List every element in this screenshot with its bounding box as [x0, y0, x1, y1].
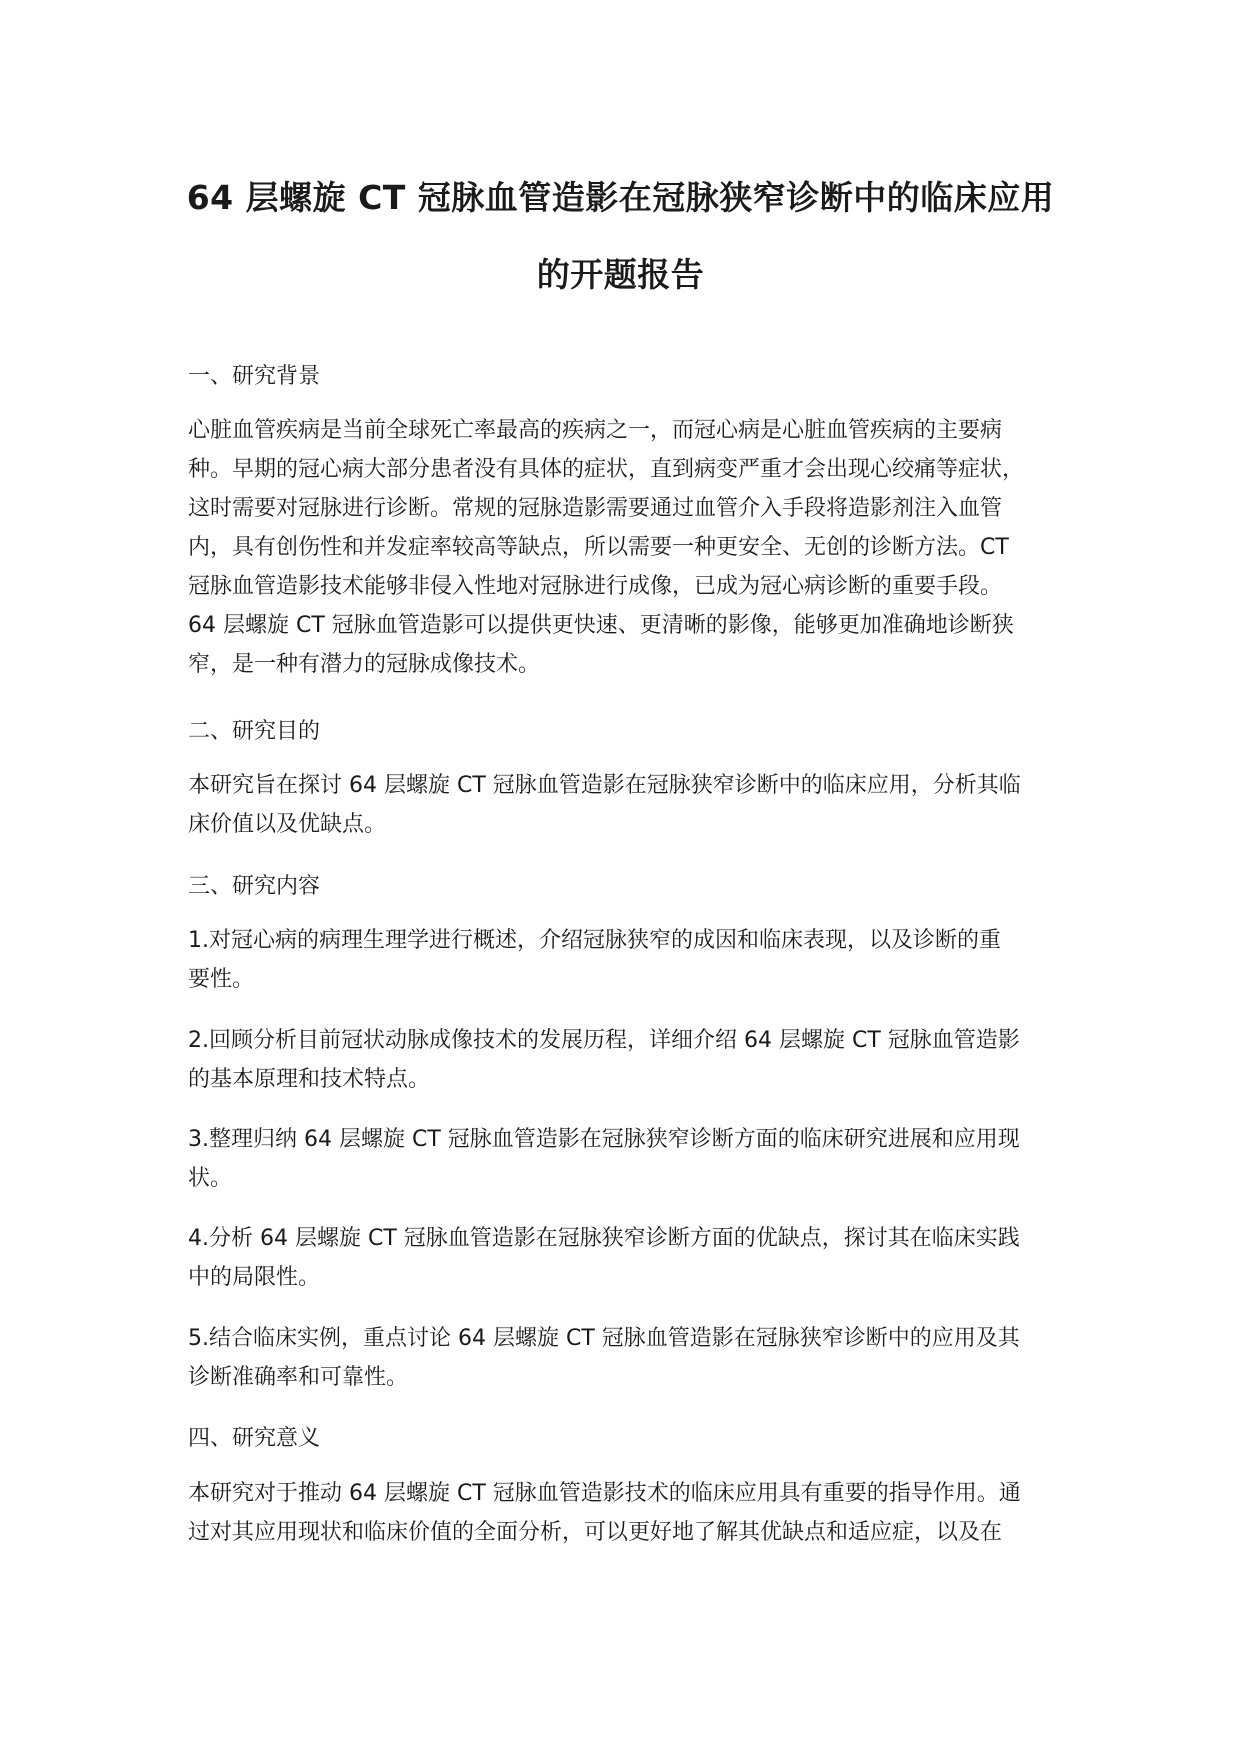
paragraph-line: 状。	[188, 1166, 233, 1191]
paragraph-line: 心脏血管疾病是当前全球死亡率最高的疾病之一，而冠心病是心脏血管疾病的主要病	[188, 418, 1003, 443]
paragraph-line: 4.分析 64 层螺旋 CT 冠脉血管造影在冠脉狭窄诊断方面的优缺点，探讨其在临床实践	[188, 1226, 1020, 1251]
paragraph-line: 冠脉血管造影技术能够非侵入性地对冠脉进行成像，已成为冠心病诊断的重要手段。	[188, 574, 1003, 599]
content-item-4	[188, 1219, 1068, 1297]
content-item-1	[188, 921, 1068, 999]
paragraph-line: 这时需要对冠脉进行诊断。常规的冠脉造影需要通过血管介入手段将造影剂注入血管	[188, 496, 1003, 521]
content-item-3	[188, 1120, 1068, 1198]
paragraph-line: 床价值以及优缺点。	[188, 812, 387, 837]
content-item-5	[188, 1319, 1068, 1397]
paragraph-line: 本研究对于推动 64 层螺旋 CT 冠脉血管造影技术的临床应用具有重要的指导作用。通	[188, 1481, 1021, 1506]
paragraph-line: 5.结合临床实例，重点讨论 64 层螺旋 CT 冠脉血管造影在冠脉狭窄诊断中的应用及其	[188, 1326, 1020, 1351]
section-heading-background: 一、研究背景	[188, 364, 321, 389]
paragraph-line: 要性。	[188, 967, 255, 992]
paragraph-line: 本研究旨在探讨 64 层螺旋 CT 冠脉血管造影在冠脉狭窄诊断中的临床应用，分析其临	[188, 773, 1021, 798]
paragraph-significance	[188, 1474, 1068, 1552]
paragraph-objective	[188, 766, 1068, 844]
section-heading-content: 三、研究内容	[188, 874, 321, 899]
section-heading-significance: 四、研究意义	[188, 1426, 321, 1451]
content-item-2	[188, 1021, 1068, 1099]
paragraph-line: 中的局限性。	[188, 1265, 321, 1290]
section-heading-objective: 二、研究目的	[188, 719, 321, 744]
paragraph-line: 64 层螺旋 CT 冠脉血管造影可以提供更快速、更清晰的影像，能够更加准确地诊断狭	[188, 613, 1014, 638]
paragraph-line: 的基本原理和技术特点。	[188, 1067, 431, 1092]
paragraph-line: 诊断准确率和可靠性。	[188, 1365, 409, 1390]
paragraph-line: 过对其应用现状和临床价值的全面分析，可以更好地了解其优缺点和适应症，以及在	[188, 1520, 1003, 1545]
paragraph-line: 种。早期的冠心病大部分患者没有具体的症状，直到病变严重才会出现心绞痛等症状，	[188, 457, 1025, 482]
paragraph-line: 3.整理归纳 64 层螺旋 CT 冠脉血管造影在冠脉狭窄诊断方面的临床研究进展和应用现	[188, 1127, 1020, 1152]
paragraph-background	[188, 411, 1068, 684]
paragraph-line: 2.回顾分析目前冠状动脉成像技术的发展历程，详细介绍 64 层螺旋 CT 冠脉血管造影	[188, 1028, 1020, 1053]
document-title-line-1: 64 层螺旋 CT 冠脉血管造影在冠脉狭窄诊断中的临床应用	[186, 178, 1055, 217]
document-title-line-2: 的开题报告	[536, 255, 705, 294]
paragraph-line: 窄，是一种有潜力的冠脉成像技术。	[188, 652, 541, 677]
paragraph-line: 内，具有创伤性和并发症率较高等缺点，所以需要一种更安全、无创的诊断方法。CT	[188, 535, 1009, 560]
paragraph-line: 1.对冠心病的病理生理学进行概述，介绍冠脉狭窄的成因和临床表现，以及诊断的重	[188, 928, 1001, 953]
